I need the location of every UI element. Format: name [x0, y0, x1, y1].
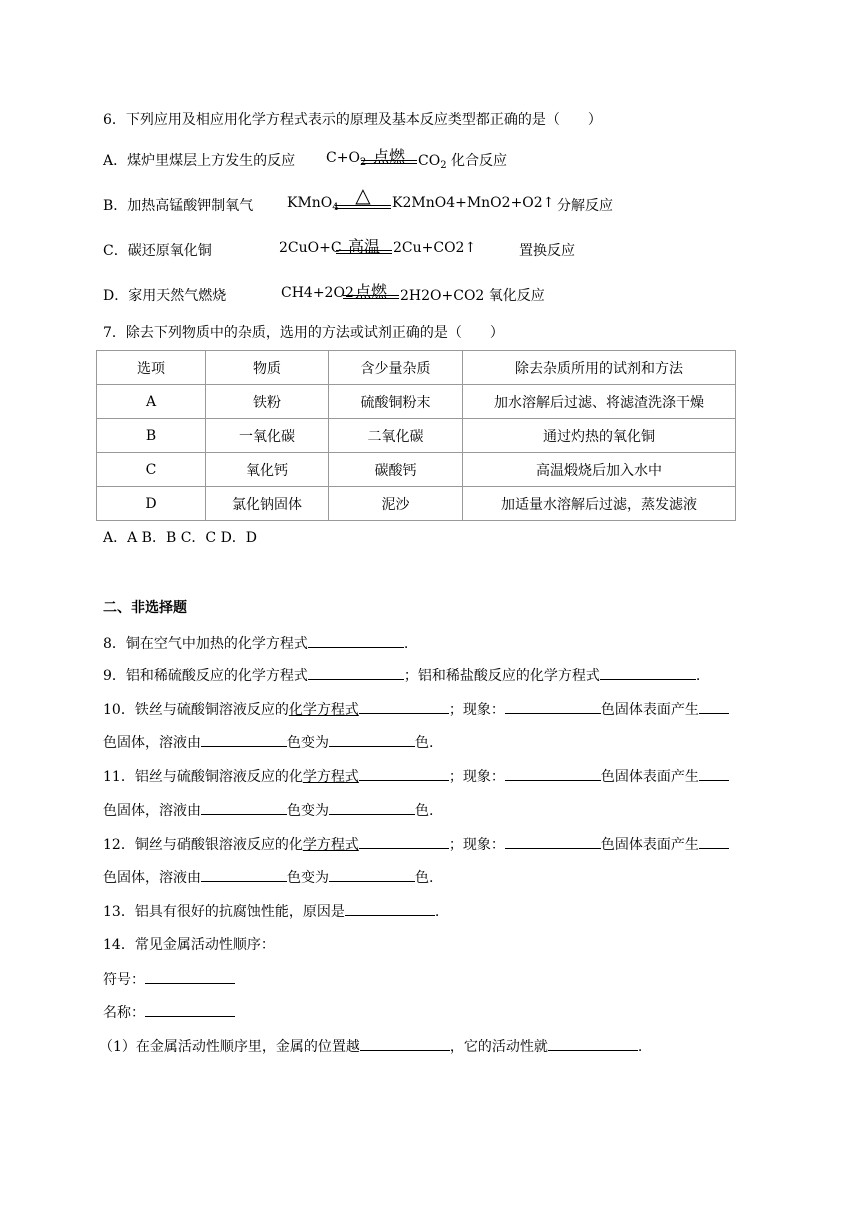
- answer-blank[interactable]: [201, 867, 287, 882]
- table-cell: 铁粉: [206, 385, 329, 419]
- q6-option-c-product: 2Cu+CO2↑: [393, 240, 477, 256]
- table-header-cell: 选项: [97, 351, 206, 385]
- table-header-row: [97, 351, 736, 385]
- answer-blank[interactable]: [329, 867, 415, 882]
- table-row: [97, 419, 736, 453]
- q6-stem: 6．下列应用及相应用化学方程式表示的原理及基本反应类型都正确的是（ ）: [103, 112, 602, 128]
- table-header-cell: 物质: [206, 351, 329, 385]
- answer-blank[interactable]: [600, 665, 696, 680]
- answer-blank[interactable]: [359, 766, 449, 781]
- q6-option-d-product: 2H2O+CO2 氧化反应: [400, 288, 545, 304]
- table-header-cell: 含少量杂质: [329, 351, 463, 385]
- q7-options-table: [96, 350, 736, 521]
- answer-blank[interactable]: [145, 1002, 235, 1017]
- q6-option-a-equation: $C+O_2$: [326, 150, 367, 168]
- q6-option-a-label: A．煤炉里煤层上方发生的反应: [103, 153, 296, 169]
- answer-blank[interactable]: [699, 766, 729, 781]
- answer-blank[interactable]: [505, 699, 601, 714]
- q6-option-c-equation: 2CuO+C: [279, 240, 342, 256]
- q11-cont: 色固体，溶液由 色变为 色.: [103, 800, 433, 821]
- table-cell: 高温煅烧后加入水中: [463, 453, 736, 487]
- table-row: [97, 453, 736, 487]
- answer-blank[interactable]: [505, 834, 601, 849]
- table-cell: B: [97, 419, 206, 453]
- table-cell: 氧化钙: [206, 453, 329, 487]
- table-cell: 加适量水溶解后过滤，蒸发滤液: [463, 487, 736, 521]
- answer-blank[interactable]: [699, 699, 729, 714]
- q6-option-d-label: D．家用天然气燃烧: [103, 288, 227, 304]
- q6-option-b-label: B．加热高锰酸钾制氧气: [103, 198, 254, 214]
- answer-blank[interactable]: [308, 633, 404, 648]
- table-cell: A: [97, 385, 206, 419]
- q7-choices: A．A B．B C．C D．D: [103, 530, 258, 546]
- table-cell: C: [97, 453, 206, 487]
- q14-name: 名称：: [103, 1002, 235, 1023]
- q10: 10．铁丝与硫酸铜溶液反应的化学方程式 ；现象： 色固体表面产生: [103, 699, 729, 720]
- answer-blank[interactable]: [308, 665, 404, 680]
- answer-blank[interactable]: [360, 1036, 450, 1051]
- table-cell: 氯化钠固体: [206, 487, 329, 521]
- answer-blank[interactable]: [329, 800, 415, 815]
- answer-blank[interactable]: [201, 800, 287, 815]
- q6-option-d-equation: CH4+2O2: [281, 285, 354, 301]
- q6-option-c-type: 置换反应: [519, 243, 575, 259]
- q14-stem: 14．常见金属活动性顺序：: [103, 937, 275, 953]
- q14-symbol: 符号：: [103, 969, 235, 990]
- q6-option-a-product: $CO_2$ 化合反应: [418, 153, 508, 171]
- answer-blank[interactable]: [145, 969, 235, 984]
- answer-blank[interactable]: [505, 766, 601, 781]
- table-cell: 硫酸铜粉末: [329, 385, 463, 419]
- q10-cont: 色固体，溶液由 色变为 色.: [103, 732, 433, 753]
- table-cell: D: [97, 487, 206, 521]
- q14-part1: （1）在金属活动性顺序里，金属的位置越 ，它的活动性就 .: [99, 1036, 642, 1057]
- q6-option-b-product: K2MnO4+MnO2+O2↑: [392, 195, 555, 211]
- q8: 8．铜在空气中加热的化学方程式 .: [103, 633, 408, 654]
- section-heading: 二、非选择题: [103, 600, 187, 616]
- q6-option-b-equation: KMnO$_4$: [287, 195, 339, 213]
- table-cell: 通过灼热的氧化铜: [463, 419, 736, 453]
- table-cell: 加水溶解后过滤、将滤渣洗涤干燥: [463, 385, 736, 419]
- q9: 9．铝和稀硫酸反应的化学方程式 ；铝和稀盐酸反应的化学方程式 .: [103, 665, 700, 686]
- q7-stem: 7．除去下列物质中的杂质，选用的方法或试剂正确的是（ ）: [103, 325, 504, 341]
- q6-option-c-label: C．碳还原氧化铜: [103, 243, 212, 259]
- answer-blank[interactable]: [201, 732, 287, 747]
- q13: 13．铝具有很好的抗腐蚀性能，原因是 .: [103, 901, 439, 922]
- answer-blank[interactable]: [359, 699, 449, 714]
- answer-blank[interactable]: [345, 901, 435, 916]
- q11: 11．铝丝与硫酸铜溶液反应的化学方程式 ；现象： 色固体表面产生: [103, 766, 729, 787]
- answer-blank[interactable]: [359, 834, 449, 849]
- table-cell: 碳酸钙: [329, 453, 463, 487]
- answer-blank[interactable]: [329, 732, 415, 747]
- q12: 12．铜丝与硝酸银溶液反应的化学方程式 ；现象： 色固体表面产生: [103, 834, 729, 855]
- answer-blank[interactable]: [548, 1036, 638, 1051]
- table-cell: 一氧化碳: [206, 419, 329, 453]
- table-header-cell: 除去杂质所用的试剂和方法: [463, 351, 736, 385]
- table-row: [97, 385, 736, 419]
- table-cell: 泥沙: [329, 487, 463, 521]
- table-row: [97, 487, 736, 521]
- q6-option-b-type: 分解反应: [557, 198, 613, 214]
- q12-cont: 色固体，溶液由 色变为 色.: [103, 867, 433, 888]
- answer-blank[interactable]: [699, 834, 729, 849]
- table-cell: 二氧化碳: [329, 419, 463, 453]
